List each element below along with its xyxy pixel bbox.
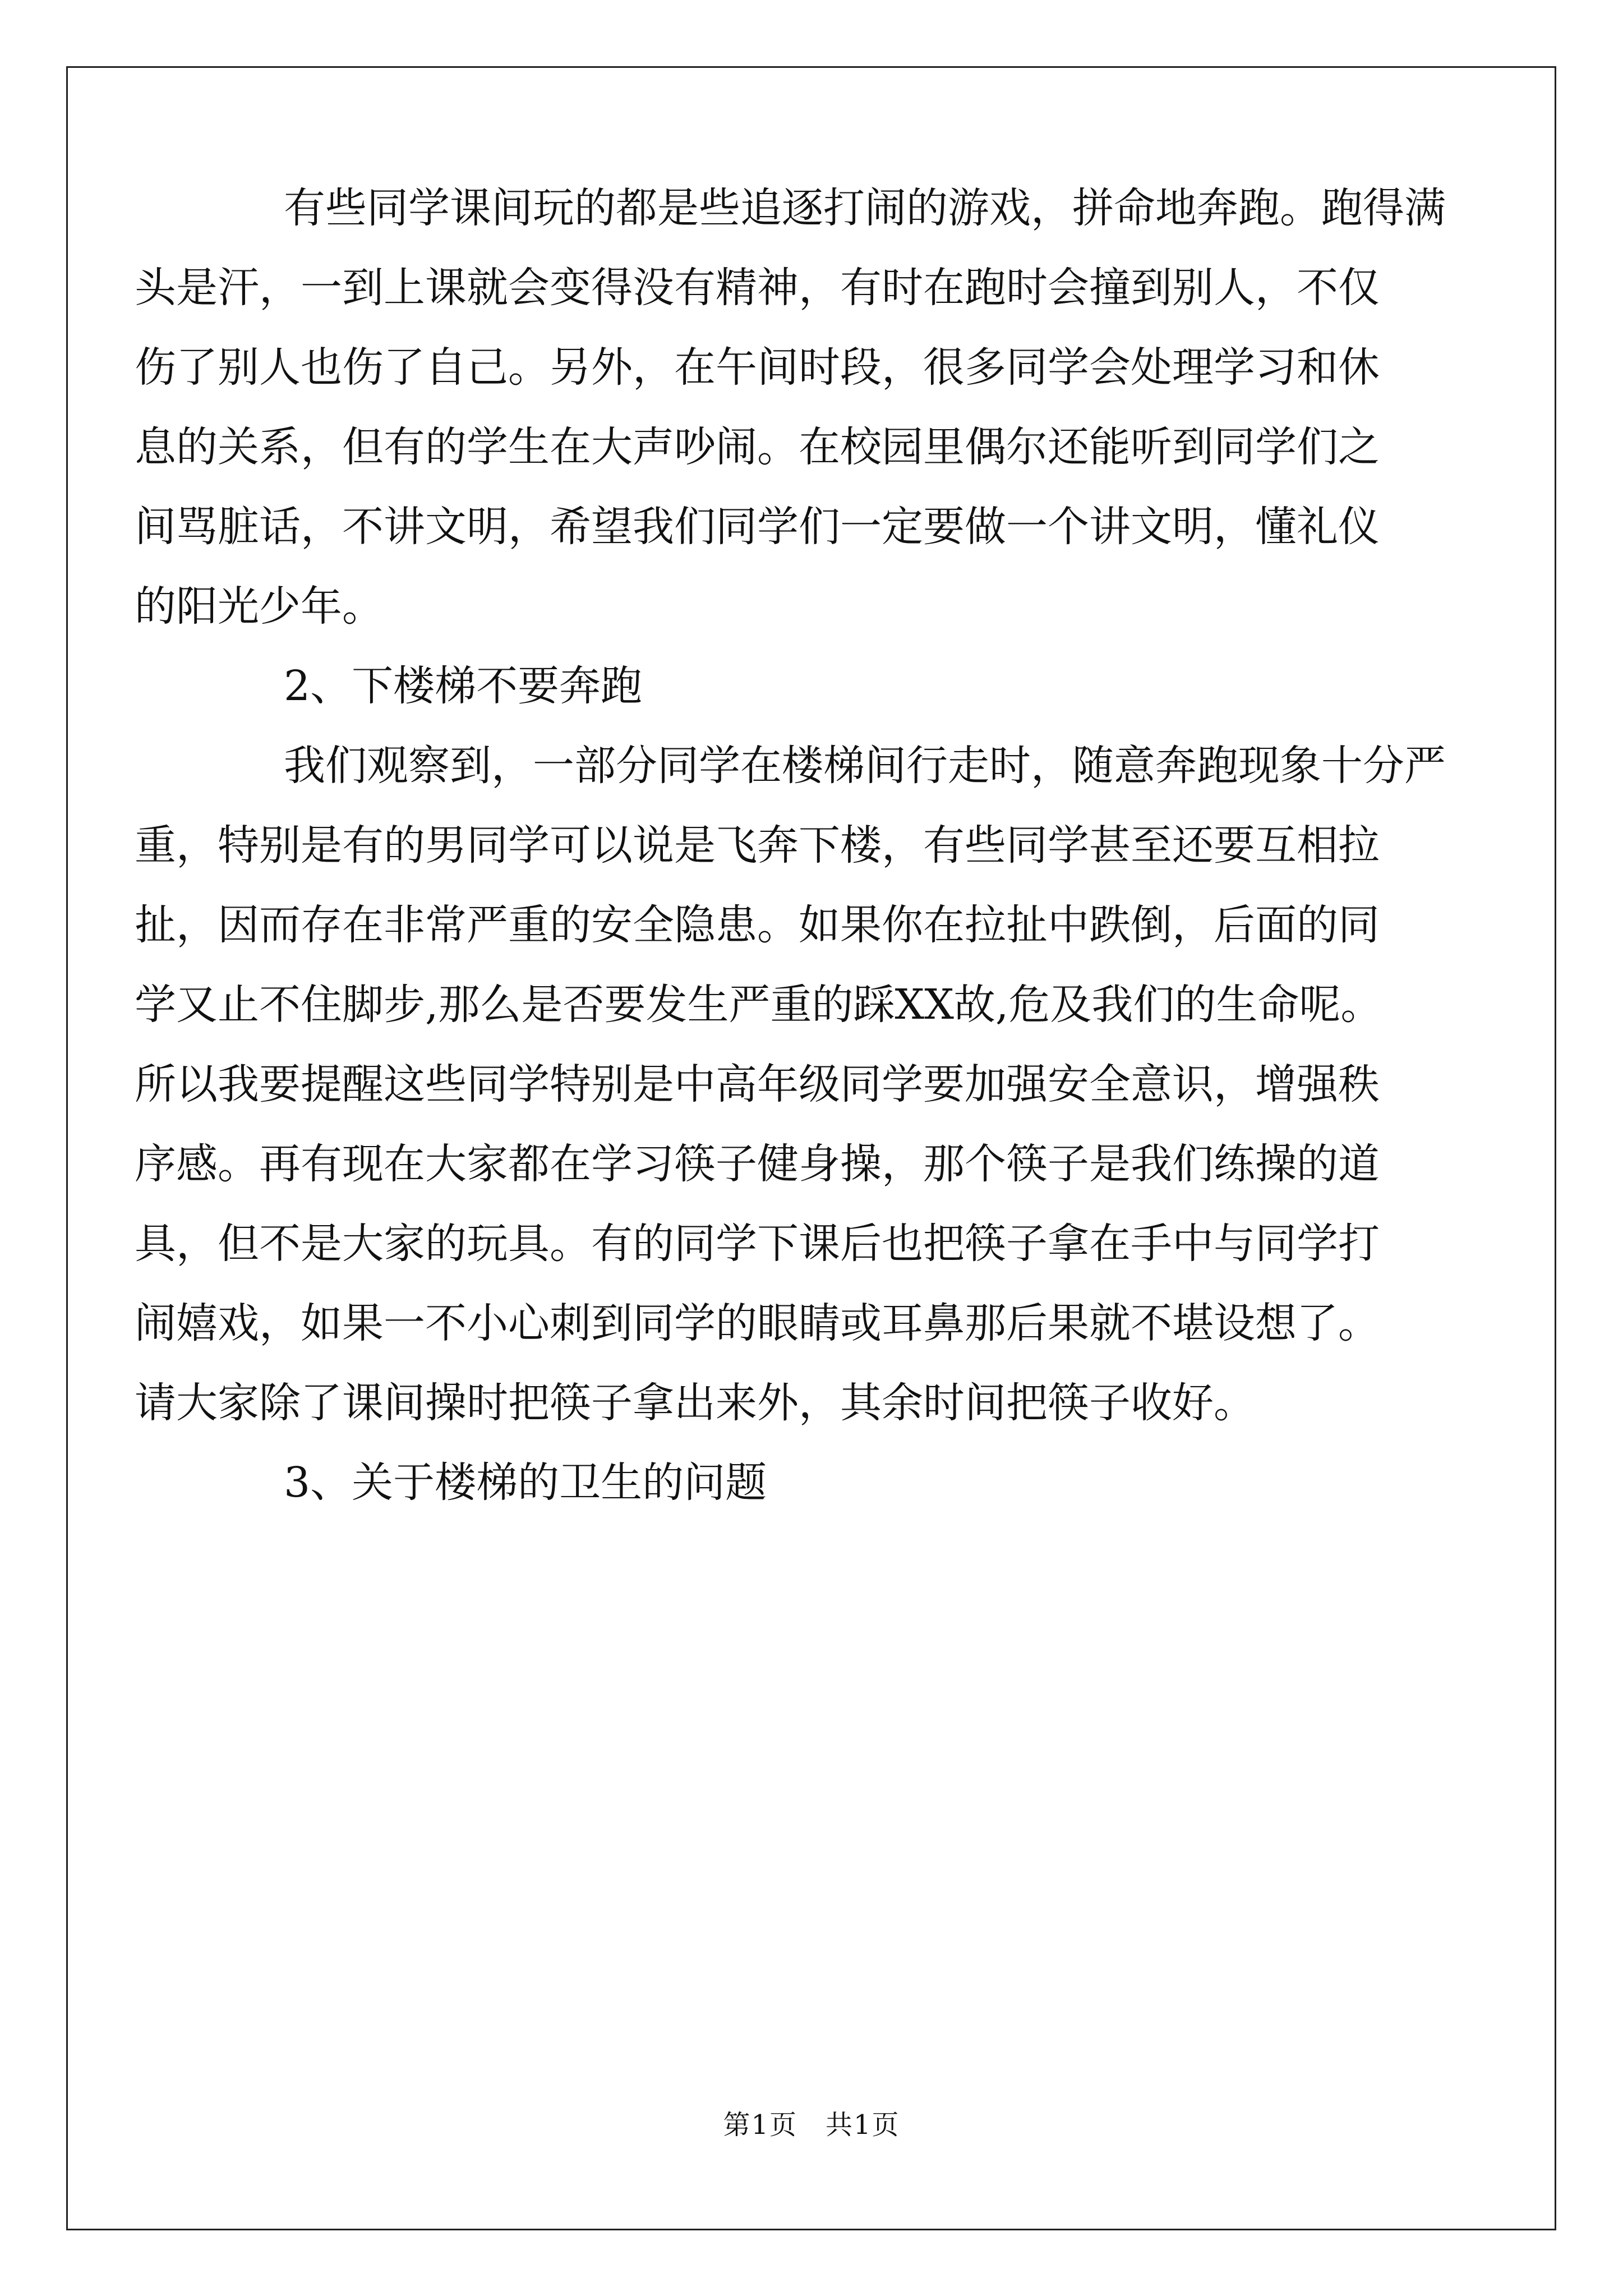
section-heading-3: 3、关于楼梯的卫生的问题 [284, 1458, 767, 1507]
paragraph-2-line-8: 闹嬉戏，如果一不小心刺到同学的眼睛或耳鼻那后果就不堪设想了。 [135, 1299, 1380, 1347]
paragraph-2-line-9: 请大家除了课间操时把筷子拿出来外，其余时间把筷子收好。 [135, 1379, 1255, 1427]
paragraph-1-line-2: 头是汗，一到上课就会变得没有精神，有时在跑时会撞到别人，不仅 [135, 264, 1380, 312]
paragraph-2-line-5: 所以我要提醒这些同学特别是中高年级同学要加强安全意识，增强秩 [135, 1060, 1380, 1108]
paragraph-2-line-3: 扯，因而存在非常严重的安全隐患。如果你在拉扯中跌倒，后面的同 [135, 901, 1380, 949]
page-number-footer: 第1页 共1页 [723, 2109, 900, 2141]
paragraph-2-line-7: 具，但不是大家的玩具。有的同学下课后也把筷子拿在手中与同学打 [135, 1220, 1380, 1268]
paragraph-2-line-4: 学又止不住脚步,那么是否要发生严重的踩XX故,危及我们的生命呢。 [135, 981, 1382, 1029]
paragraph-1-line-3: 伤了别人也伤了自己。另外，在午间时段，很多同学会处理学习和休 [135, 343, 1380, 392]
paragraph-1-line-4: 息的关系，但有的学生在大声吵闹。在校园里偶尔还能听到同学们之 [135, 423, 1380, 471]
section-heading-2: 2、下楼梯不要奔跑 [284, 662, 643, 710]
paragraph-1-line-6: 的阳光少年。 [135, 582, 384, 631]
paragraph-1-line-5: 间骂脏话，不讲文明，希望我们同学们一定要做一个讲文明，懂礼仪 [135, 503, 1380, 551]
paragraph-1-line-1: 有些同学课间玩的都是些追逐打闹的游戏，拼命地奔跑。跑得满 [284, 184, 1446, 232]
paragraph-2-line-2: 重，特别是有的男同学可以说是飞奔下楼，有些同学甚至还要互相拉 [135, 821, 1380, 869]
document-body [135, 168, 1446, 1522]
paragraph-2-line-6: 序感。再有现在大家都在学习筷子健身操，那个筷子是我们练操的道 [135, 1140, 1380, 1188]
paragraph-2-line-1: 我们观察到，一部分同学在楼梯间行走时，随意奔跑现象十分严 [284, 742, 1446, 790]
